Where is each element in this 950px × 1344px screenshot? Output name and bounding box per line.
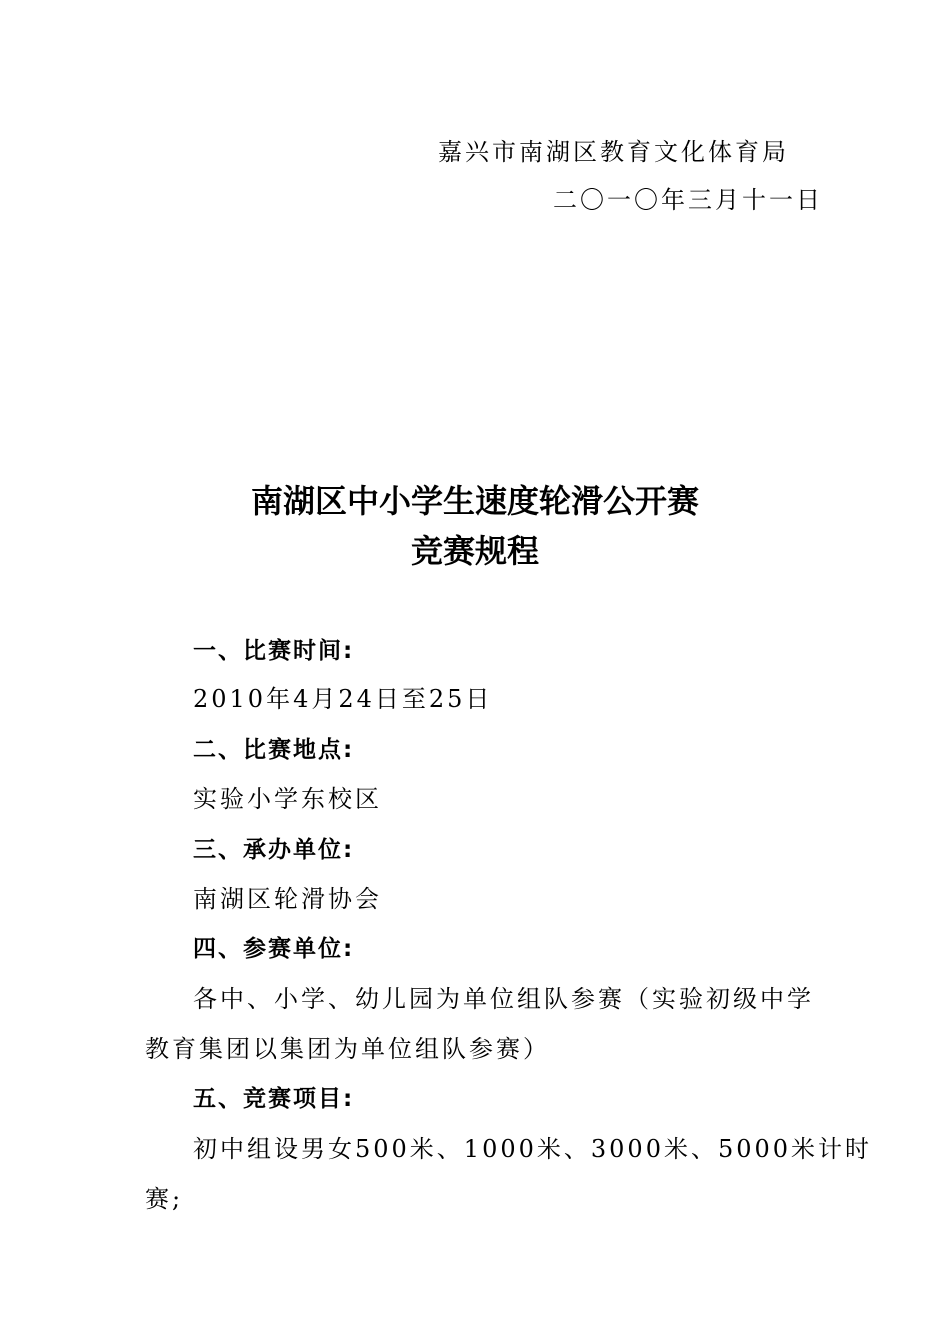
section-heading-organizer: 三、承办单位: xyxy=(193,837,355,863)
section-text-time: 2010年4月24日至25日 xyxy=(193,685,493,713)
section-heading-venue: 二、比赛地点: xyxy=(193,737,355,763)
section-text-venue: 实验小学东校区 xyxy=(193,785,382,813)
section-text-events-line1: 初中组设男女500米、1000米、3000米、5000米计时 xyxy=(193,1135,873,1163)
section-heading-participants: 四、参赛单位: xyxy=(193,936,355,962)
document-title: 南湖区中小学生速度轮滑公开赛 xyxy=(250,482,699,520)
section-heading-time: 一、比赛时间: xyxy=(193,638,355,664)
issuing-authority: 嘉兴市南湖区教育文化体育局 xyxy=(438,138,789,166)
section-text-events-line2: 赛; xyxy=(145,1185,184,1213)
section-text-participants-line2: 教育集团以集团为单位组队参赛） xyxy=(145,1035,550,1063)
section-text-organizer: 南湖区轮滑协会 xyxy=(193,885,382,913)
document-subtitle: 竞赛规程 xyxy=(410,532,539,570)
section-heading-events: 五、竞赛项目: xyxy=(193,1086,355,1112)
issue-date: 二〇一〇年三月十一日 xyxy=(553,186,823,214)
section-text-participants-line1: 各中、小学、幼儿园为单位组队参赛（实验初级中学 xyxy=(193,985,814,1013)
